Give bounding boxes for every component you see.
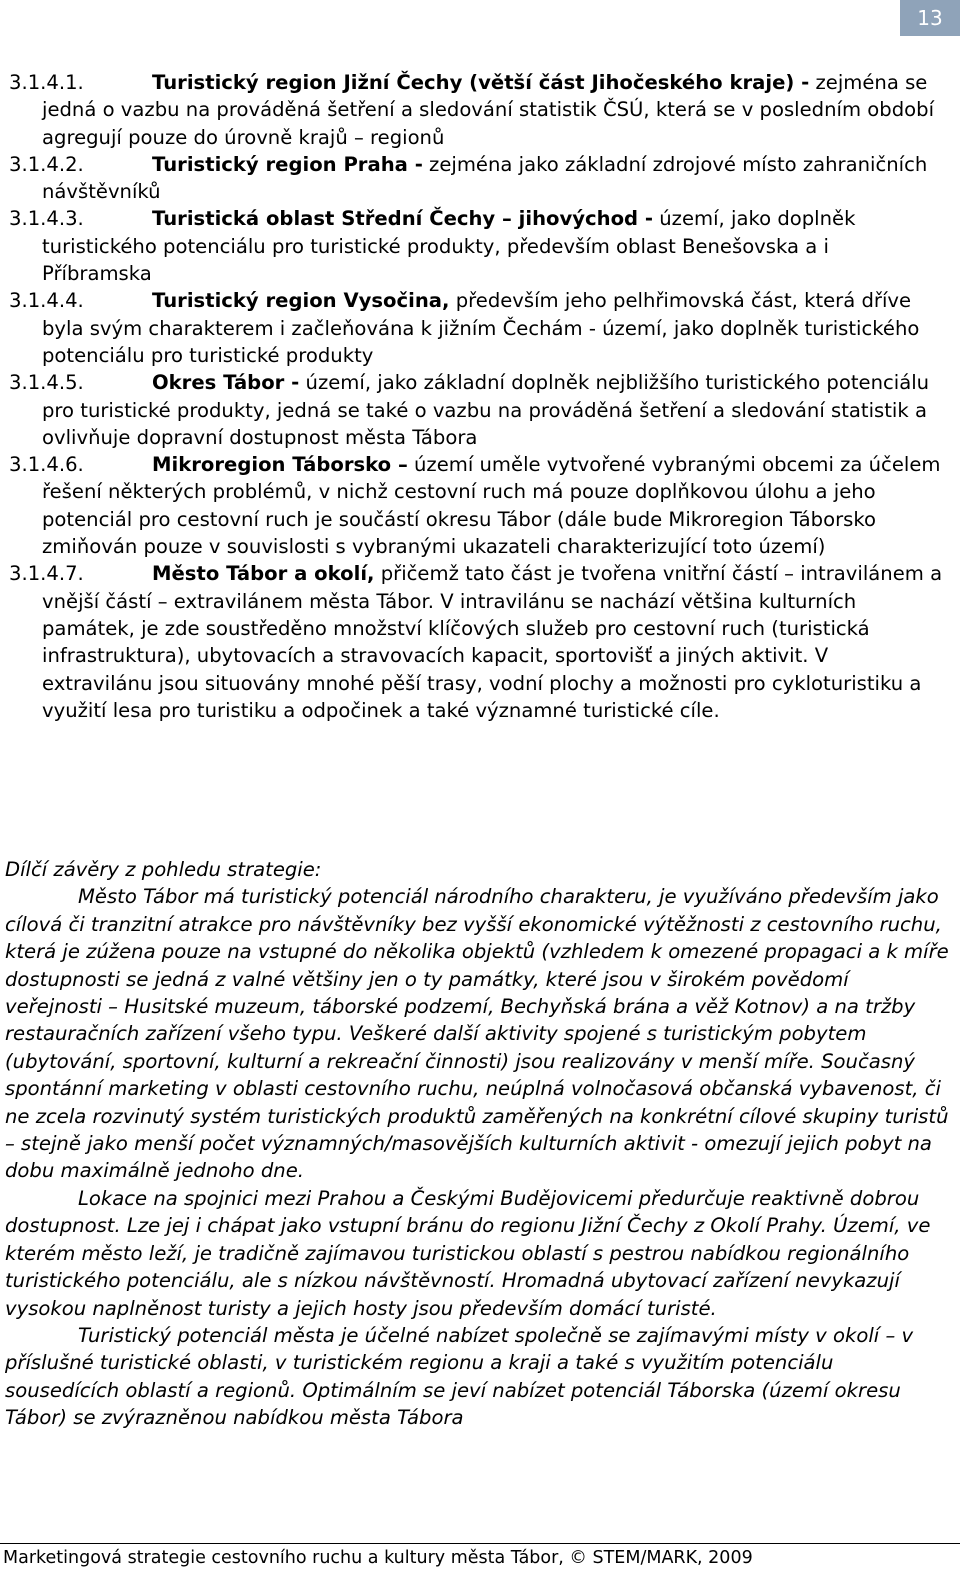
section-title: Turistický region Jižní Čechy (větší část Jihočeského kraje) - (152, 71, 810, 94)
conclusions-paragraph: Turistický potenciál města je účelné nabízet společně se zajímavými místy v okolí – v příslušné turistické oblasti, v turistickém regionu a kraji a také s využitím potenciálu sousedících oblastí a regionů. Optimálním se jeví nabízet potenciál Táborska (území okresu Tábor) se zvýrazněnou nabídkou města Tábora (5, 1323, 914, 1430)
section-title: Turistický region Praha - (152, 152, 423, 176)
page-footer (0, 1543, 960, 1568)
section-title: Okres Tábor - (152, 371, 300, 395)
section-body (42, 69, 944, 151)
section-number: 3.1.4.3. (9, 207, 84, 231)
section-text: zejména jako základní zdrojové místo zahraničních návštěvníků (42, 152, 928, 204)
section-body (42, 287, 944, 369)
section-number: 3.1.4.4. (9, 289, 84, 313)
section-body (42, 205, 944, 287)
section-number: 3.1.4.7. (9, 562, 84, 586)
section-item (9, 151, 944, 206)
section-title: Turistický region Vysočina, (152, 289, 450, 313)
section-text: území, jako doplněk turistického potenciálu pro turistické produkty, především oblast Benešovska a i Příbramska (42, 207, 856, 286)
footer-text: Marketingová strategie cestovního ruchu a kultury města Tábor, © STEM/MARK, 2009 (3, 1548, 753, 1568)
conclusions-paragraph: Město Tábor má turistický potenciál národního charakteru, je využíváno především jako cílová či tranzitní atrakce pro návštěvníky bez vyšší ekonomické výtěžnosti z cestovního ruchu, která je zúžena pouze na vstupné do několika objektů (vzhledem k omezené propagaci a k míře dostupnosti se jedná z valné většiny jen o ty památky, které jsou v širokém povědomí veřejnosti – Husitské muzeum, táborské podzemí, Bechyňská brána a věž Kotnov) a na tržby restauračních zařízení všeho typu. Veškeré další aktivity spojené s turistickým pobytem (ubytování, sportovní, kulturní a rekreační činnosti) jsou realizovány v menší míře. Současný spontánní marketing v oblasti cestovního ruchu, neúplná volnočasová občanská vybavenost, či ne zcela rozvinutý systém turistických produktů zaměřených na konkrétní cílové skupiny turistů – stejně jako menší počet významných/masovějších kulturních aktivit - omezují jejich pobyt na dobu maximálně jednoho dne. (5, 885, 949, 1183)
section-list (9, 69, 944, 724)
section-text: přičemž tato část je tvořena vnitřní částí – intravilánem a vnější částí – extravilánem města Tábor. V intravilánu se nachází většina kulturních památek, je zde soustředěno množství klíčových služeb pro cestovní ruch (turistická infrastruktura), ubytovacích a stravovacích kapacit, sportovišť a jiných aktivit. V extravilánu jsou situovány mnohé pěší trasy, vodní plochy a možnosti pro cykloturistiku a využití lesa pro turistiku a odpočinek a také významné turistické cíle. (42, 562, 943, 722)
section-body (42, 151, 944, 206)
section-number: 3.1.4.1. (9, 71, 84, 94)
section-number: 3.1.4.2. (9, 152, 84, 176)
page-number-box (900, 0, 960, 36)
section-number: 3.1.4.6. (9, 453, 84, 477)
section-item (9, 451, 944, 560)
section-item (9, 205, 944, 287)
section-body (42, 369, 944, 451)
section-body (42, 560, 944, 724)
section-item (9, 369, 944, 451)
section-title: Město Tábor a okolí, (152, 562, 375, 586)
section-title: Turistická oblast Střední Čechy – jihovýchod - (152, 207, 654, 231)
section-item (9, 69, 944, 151)
section-number: 3.1.4.5. (9, 371, 84, 395)
section-text: území, jako základní doplněk nejbližšího turistického potenciálu pro turistické produkty, jedná se také o vazbu na prováděná šetření a sledování statistik a ovlivňuje dopravní dostupnost města Tábora (42, 371, 930, 449)
section-body (42, 451, 944, 560)
section-text: zejména se jedná o vazbu na prováděná šetření a sledování statistik ČSÚ, která se v posledním období agregují pouze do úrovně krajů – regionů (42, 71, 935, 149)
partial-conclusions (5, 856, 950, 1432)
section-text: území uměle vytvořené vybranými obcemi za účelem řešení některých problémů, v nichž cestovní ruch má pouze doplňkovou úlohu a jeho potenciál pro cestovní ruch je součástí okresu Tábor (dále bude Mikroregion Táborsko zmiňován pouze v souvislosti s vybranými ukazateli charakterizující toto území) (42, 453, 941, 559)
page-number: 13 (917, 6, 943, 30)
section-item (9, 287, 944, 369)
conclusions-heading: Dílčí závěry z pohledu strategie: (5, 858, 322, 881)
section-item (9, 560, 944, 724)
section-title: Mikroregion Táborsko – (152, 453, 408, 477)
conclusions-paragraph: Lokace na spojnici mezi Prahou a Českými Budějovicemi předurčuje reaktivně dobrou dostupnost. Lze jej i chápat jako vstupní bránu do regionu Jižní Čechy z Okolí Prahy. Území, ve kterém město leží, je tradičně zajímavou turistickou oblastí s pestrou nabídkou regionálního turistického potenciálu, ale s nízkou návštěvností. Hromadná ubytovací zařízení nevykazují vysokou naplněnost turisty a jejich hosty jsou především domácí turisté. (5, 1186, 931, 1320)
section-text: především jeho pelhřimovská část, která dříve byla svým charakterem i začleňována k jižním Čechám - území, jako doplněk turistického potenciálu pro turistické produkty (42, 289, 920, 367)
